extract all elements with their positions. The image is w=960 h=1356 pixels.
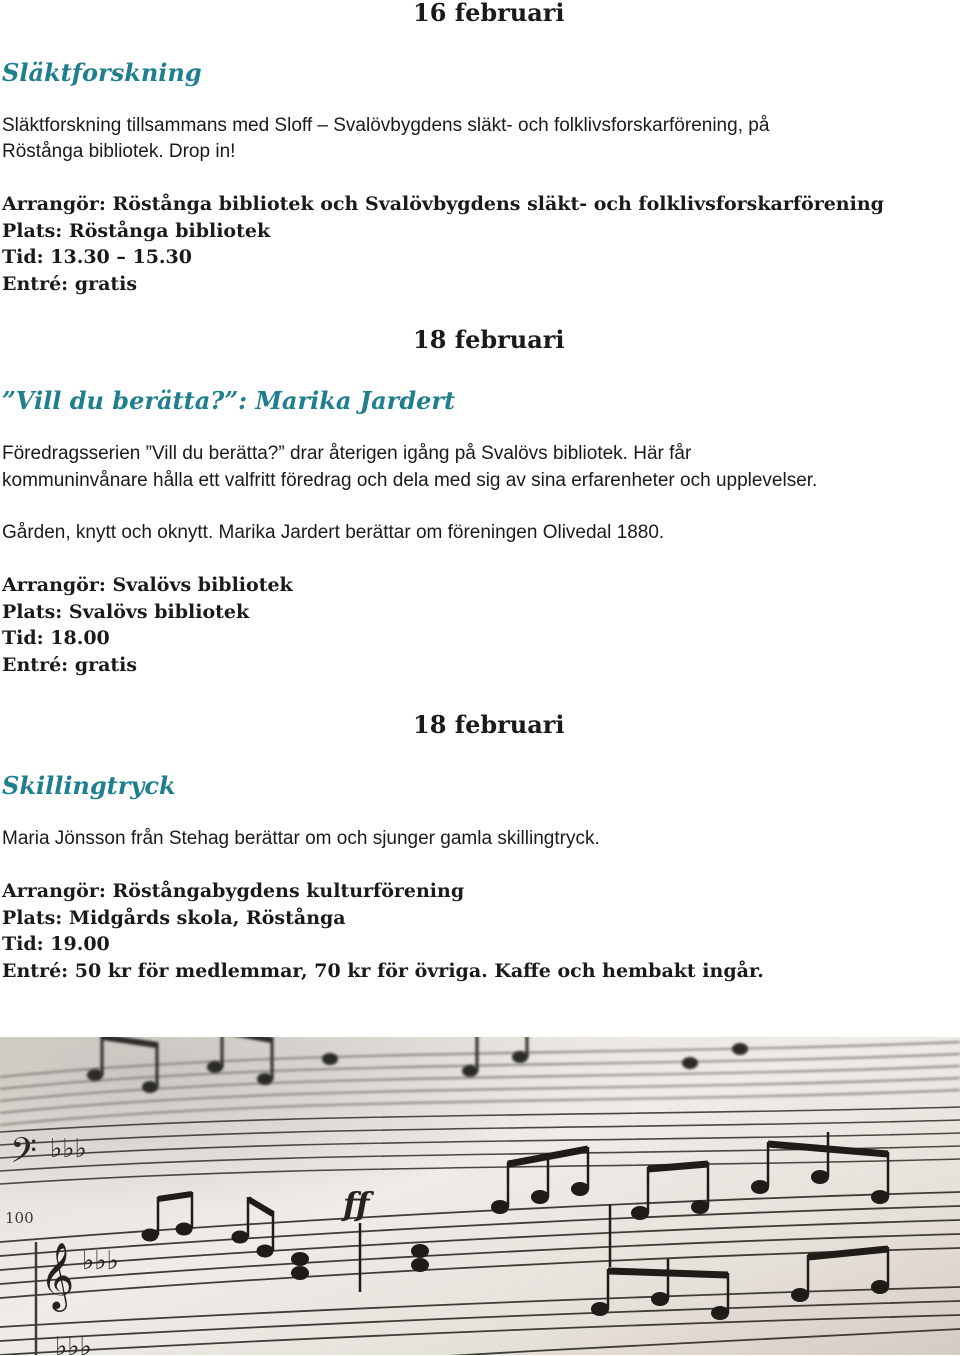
flat-sign-icon: ♭♭♭	[55, 1332, 92, 1355]
event-2-description-line-2: kommuninvånare hålla ett valfritt föredrag och dela med sig av sina erfarenheter och upplevelser.	[2, 470, 818, 491]
event-1-description-line-1: Släktforskning tillsammans med Sloff – Svalövbygdens släkt- och folklivsforskarförening, på	[2, 115, 770, 136]
event-2-title: ”Vill du berätta?”: Marika Jardert	[2, 386, 456, 415]
event-2-arranger: Arrangör: Svalövs bibliotek	[2, 574, 293, 596]
event-3-title: Skillingtryck	[2, 771, 176, 800]
event-1-place: Plats: Röstånga bibliotek	[2, 220, 271, 242]
bass-clef-icon: 𝄢	[10, 1130, 38, 1179]
flat-sign-icon: ♭♭♭	[50, 1134, 87, 1164]
treble-clef-icon: 𝄞	[40, 1241, 75, 1309]
event-3-place: Plats: Midgårds skola, Röstånga	[2, 907, 346, 929]
event-2-entry: Entré: gratis	[2, 654, 138, 676]
dynamic-marking: ff	[343, 1185, 370, 1223]
event-3-time: Tid: 19.00	[2, 933, 110, 955]
event-1-title: Släktforskning	[2, 58, 202, 87]
event-1-description-line-2: Röstånga bibliotek. Drop in!	[2, 141, 236, 162]
sheet-music-photo	[0, 1037, 960, 1355]
event-2-time: Tid: 18.00	[2, 627, 110, 649]
measure-number: 100	[5, 1209, 34, 1227]
event-2-date: 18 februari	[413, 325, 565, 354]
event-1-date: 16 februari	[413, 0, 565, 27]
sheet-music-illustration	[0, 1037, 960, 1355]
event-3-entry: Entré: 50 kr för medlemmar, 70 kr för övriga. Kaffe och hembakt ingår.	[2, 960, 764, 982]
event-3-description: Maria Jönsson från Stehag berättar om och sjunger gamla skillingtryck.	[2, 828, 600, 849]
event-2-place: Plats: Svalövs bibliotek	[2, 601, 250, 623]
event-2-extra: Gården, knytt och oknytt. Marika Jardert berättar om föreningen Olivedal 1880.	[2, 522, 665, 543]
event-1-entry: Entré: gratis	[2, 273, 138, 295]
event-1-arranger: Arrangör: Röstånga bibliotek och Svalövbygdens släkt- och folklivsforskarförening	[2, 193, 884, 215]
event-3-arranger: Arrangör: Röstångabygdens kulturförening	[2, 880, 465, 902]
event-2-description-line-1: Föredragsserien ”Vill du berätta?” drar återigen igång på Svalövs bibliotek. Här får	[2, 443, 692, 464]
event-1-time: Tid: 13.30 – 15.30	[2, 246, 192, 268]
flat-sign-icon: ♭♭♭	[82, 1246, 119, 1276]
event-3-date: 18 februari	[413, 710, 565, 739]
